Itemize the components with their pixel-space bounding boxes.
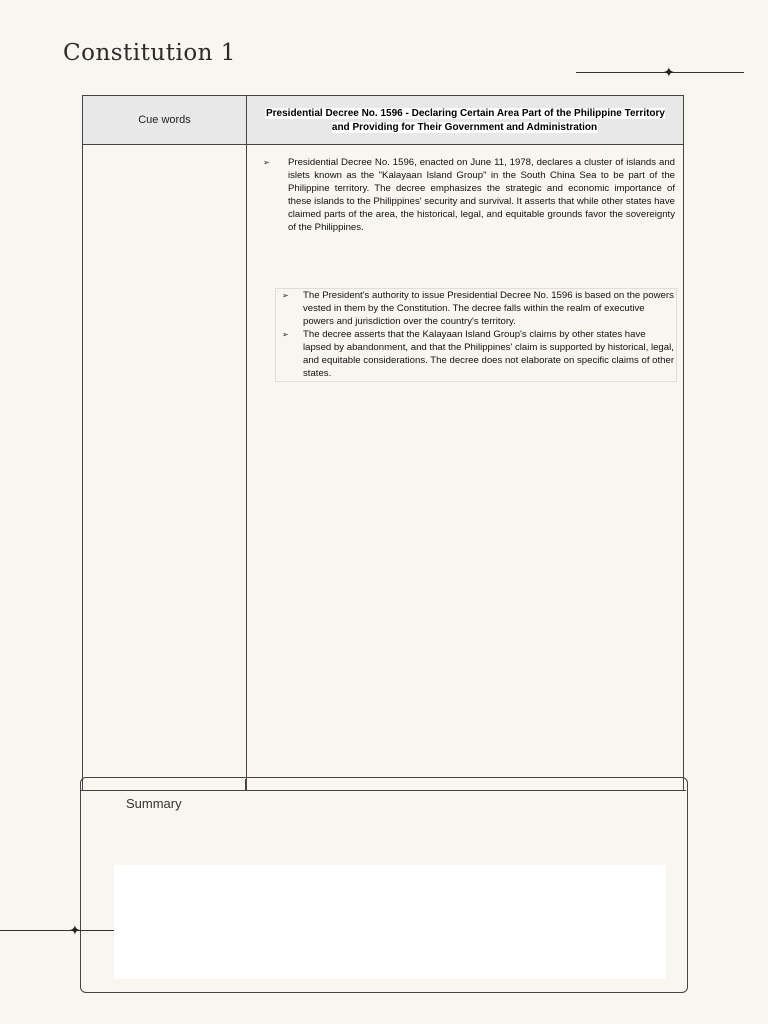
- note-text: The decree asserts that the Kalayaan Island Group's claims by other states have lapsed by abandonment, and that the Philippines' claim is supported by historical, legal, and equitable considerations. The decree does not elaborate on specific claims of other states.: [303, 329, 675, 379]
- page-title: Constitution 1: [63, 40, 236, 66]
- top-right-divider: [576, 72, 744, 73]
- note-item: [261, 156, 675, 234]
- notes-text-box[interactable]: [275, 288, 677, 382]
- summary-label: Summary: [126, 796, 182, 811]
- notes-header-text: Presidential Decree No. 1596 - Declaring Certain Area Part of the Philippine Territory and Providing for Their Government and Administration: [265, 108, 665, 133]
- table-bottom-row: [81, 779, 686, 791]
- arrow-bullet-icon: ➢: [282, 330, 289, 339]
- cue-words-header: Cue words: [138, 114, 191, 126]
- arrow-bullet-icon: ➢: [282, 291, 289, 300]
- notes-header-title: [255, 107, 675, 135]
- table-header-row: [83, 96, 683, 145]
- sparkle-icon: ✦: [663, 64, 675, 80]
- arrow-bullet-icon: ➢: [263, 158, 270, 167]
- summary-text-area[interactable]: [114, 865, 666, 979]
- notes-area[interactable]: [261, 156, 675, 234]
- note-text: The President's authority to issue Presidential Decree No. 1596 is based on the powers vested in them by the Constitution. The decree falls within the realm of executive powers and jurisdiction over the country's territory.: [303, 290, 674, 327]
- note-item: [276, 328, 676, 380]
- column-divider: [246, 96, 247, 790]
- bottom-left-divider: [0, 930, 114, 931]
- notes-table: [82, 95, 684, 791]
- note-item: [276, 289, 676, 328]
- note-text: Presidential Decree No. 1596, enacted on June 11, 1978, declares a cluster of islands and islets known as the "Kalayaan Island Group" in the South China Sea to be part of the Philippine territory. The decree emphasizes the strategic and economic importance of these islands to the Philippines' security and survival. It asserts that while other states have claimed parts of the area, the historical, legal, and equitable grounds favor the sovereignty of the Philippines.: [288, 157, 675, 233]
- column-divider-stub: [245, 779, 246, 791]
- sparkle-icon: ✦: [69, 922, 81, 938]
